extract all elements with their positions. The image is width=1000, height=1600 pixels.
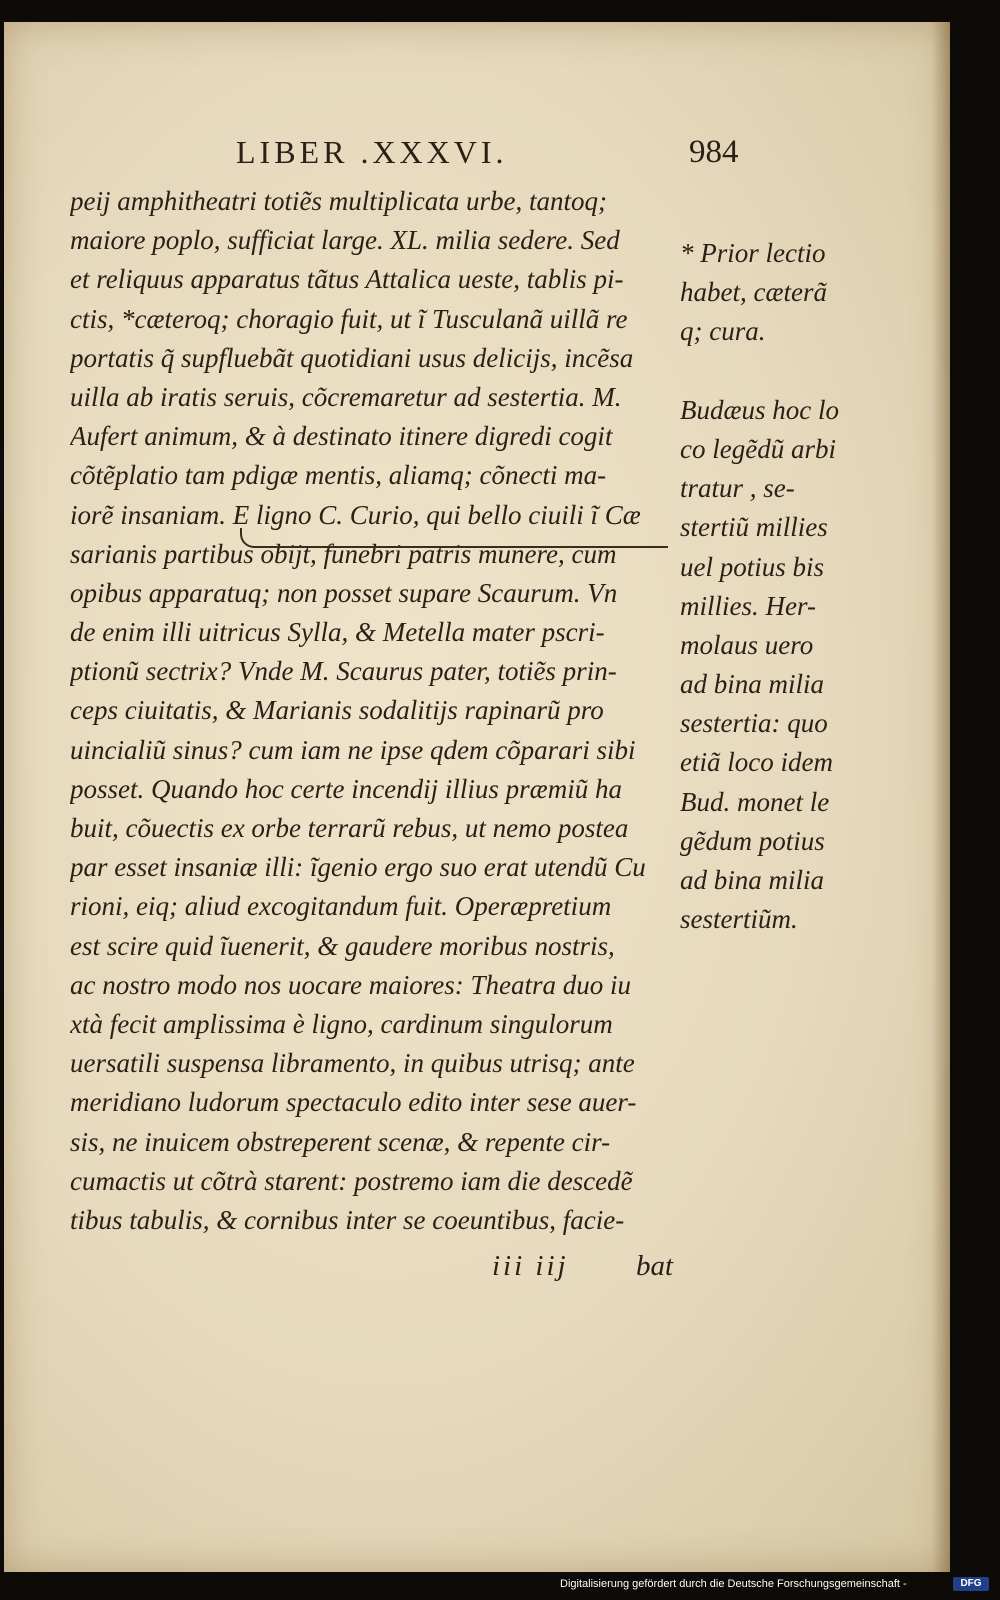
page-header (4, 134, 950, 184)
text-line: opibus apparatuq; non posset supare Scaurum. Vn (70, 577, 618, 608)
text-line: par esset insaniæ illi: ĩgenio ergo suo erat utendũ Cu (70, 852, 646, 883)
margin-note-line: Bud. monet le (680, 786, 830, 817)
margin-note-line: habet, cæterã (680, 277, 827, 308)
text-line: maiore poplo, sufficiat large. XL. milia sedere. Sed (70, 225, 620, 256)
signature-mark: iii iij (492, 1250, 569, 1282)
text-line: posset. Quando hoc certe incendij illius præmiũ ha (70, 773, 622, 804)
margin-note-line: stertiũ millies (680, 512, 828, 543)
margin-note-line: etiã loco idem (680, 747, 833, 778)
margin-note-line: Budæus hoc lo (680, 394, 839, 425)
margin-note-line (680, 352, 860, 391)
margin-note-line: tratur , se- (680, 473, 795, 504)
text-line: meridiano ludorum spectaculo edito inter sese auer- (70, 1087, 637, 1118)
running-head: LIBER .XXXVI. (236, 134, 508, 170)
main-text-block (70, 182, 690, 1240)
text-line: Aufert animum, & à destinato itinere digredi cogit (70, 421, 613, 452)
margin-notes (680, 234, 860, 939)
text-line: rioni, eiq; aliud excogitandum fuit. Operæpretium (70, 891, 612, 922)
margin-note-line: millies. Her- (680, 590, 816, 621)
margin-note-line: sestertia: quo (680, 708, 828, 739)
text-line: peij amphitheatri totiẽs multiplicata urbe, tantoq; (70, 186, 607, 216)
text-line: xtà fecit amplissima è ligno, cardinum singulorum (70, 1008, 613, 1039)
text-line: ctis, *cæteroq; choragio fuit, ut ĩ Tusculanã uillã re (70, 303, 628, 334)
margin-note-line: ad bina milia (680, 669, 825, 700)
margin-note-line: gẽdum potius (680, 825, 825, 856)
text-line: sis, ne inuicem obstreperent scenæ, & repente cir- (70, 1126, 611, 1157)
text-line: de enim illi uitricus Sylla, & Metella mater pscri- (70, 617, 605, 648)
dfg-logo: DFG (953, 1577, 989, 1591)
text-line: portatis q̃ supfluebãt quotidiani usus delicijs, incẽsa (70, 342, 634, 373)
text-line: ptionũ sectrix? Vnde M. Scaurus pater, totiẽs prin- (70, 656, 617, 687)
text-line: cõtẽplatio tam pdigæ mentis, aliamq; cõnecti ma- (70, 460, 607, 491)
text-line: est scire quid ĩuenerit, & gaudere moribus nostris, (70, 930, 615, 961)
text-line: ac nostro modo nos uocare maiores: Theatra duo iu (70, 969, 631, 1000)
margin-note-line: uel potius bis (680, 551, 825, 582)
book-page (4, 22, 950, 1572)
catchword: bat (636, 1250, 674, 1282)
text-line: ceps ciuitatis, & Marianis sodalitijs rapinarũ pro (70, 695, 604, 726)
text-line: buit, cõuectis ex orbe terrarũ rebus, ut nemo postea (70, 813, 629, 843)
text-line: uilla ab iratis seruis, cõcremaretur ad sestertia. M. (70, 381, 622, 412)
margin-note-line: q; cura. (680, 316, 766, 347)
text-line: iorẽ insaniam. E ligno C. Curio, qui bello ciuili ĩ Cæ (70, 499, 641, 530)
text-line: sarianis partibus obijt, funebri patris munere, cum (70, 538, 617, 569)
margin-note-line: co legẽdũ arbi (680, 433, 836, 464)
margin-note-line: ad bina milia (680, 865, 825, 895)
text-line: uersatili suspensa libramento, in quibus utrisq; ante (70, 1048, 635, 1079)
text-line: cumactis ut cõtrà starent: postremo iam die descedẽ (70, 1165, 633, 1196)
margin-note-line: sestertiũm. (680, 904, 798, 935)
text-line: uincialiũ sinus? cum iam ne ipse qdem cõparari sibi (70, 734, 636, 765)
folio-number: 984 (689, 134, 739, 170)
margin-note-line: molaus uero (680, 629, 814, 660)
digitization-credit: Digitalisierung gefördert durch die Deutsche Forschungsgemeinschaft - (560, 1578, 907, 1590)
margin-note-line: * Prior lectio (680, 238, 826, 268)
page-edge-shadow (932, 22, 950, 1572)
text-line: tibus tabulis, & cornibus inter se coeuntibus, facie- (70, 1204, 625, 1235)
handwritten-underline (240, 528, 668, 548)
text-line: et reliquus apparatus tãtus Attalica ueste, tablis pi- (70, 264, 624, 295)
